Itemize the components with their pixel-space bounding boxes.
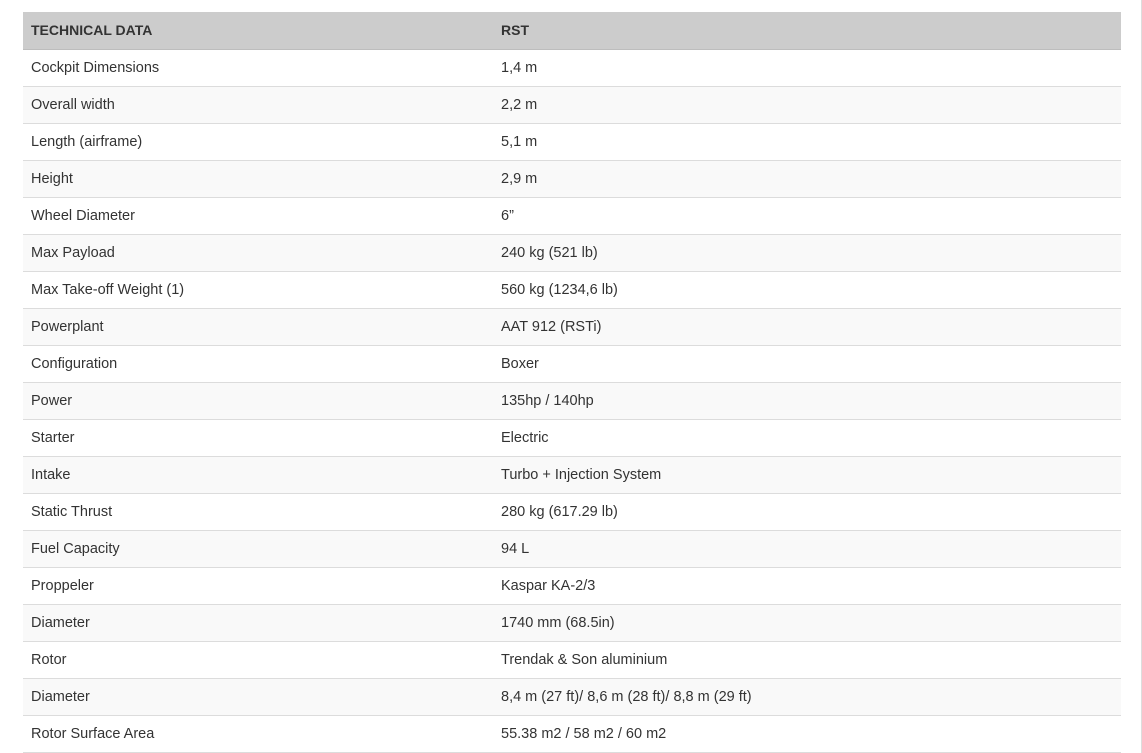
- table-row: [23, 715, 1121, 752]
- technical-data-table: [23, 12, 1121, 753]
- table-row: [23, 419, 1121, 456]
- row-label: Wheel Diameter: [23, 197, 493, 234]
- row-label: Diameter: [23, 604, 493, 641]
- table-row: [23, 678, 1121, 715]
- row-value: 8,4 m (27 ft)/ 8,6 m (28 ft)/ 8,8 m (29 ft): [493, 678, 1121, 715]
- row-label: Static Thrust: [23, 493, 493, 530]
- row-label: Rotor Surface Area: [23, 715, 493, 752]
- table-row: [23, 123, 1121, 160]
- table-row: [23, 382, 1121, 419]
- row-label: Intake: [23, 456, 493, 493]
- row-value: Kaspar KA-2/3: [493, 567, 1121, 604]
- table-row: [23, 271, 1121, 308]
- row-label: Fuel Capacity: [23, 530, 493, 567]
- table-header: [23, 12, 1121, 49]
- row-value: 6”: [493, 197, 1121, 234]
- row-label: Diameter: [23, 678, 493, 715]
- row-value: 240 kg (521 lb): [493, 234, 1121, 271]
- table-row: [23, 567, 1121, 604]
- row-value: 94 L: [493, 530, 1121, 567]
- row-value: AAT 912 (RSTi): [493, 308, 1121, 345]
- row-label: Power: [23, 382, 493, 419]
- table-row: [23, 456, 1121, 493]
- row-value: 55.38 m2 / 58 m2 / 60 m2: [493, 715, 1121, 752]
- table-row: [23, 49, 1121, 86]
- row-value: 1,4 m: [493, 49, 1121, 86]
- table-body: [23, 49, 1121, 752]
- row-value: Turbo + Injection System: [493, 456, 1121, 493]
- row-label: Height: [23, 160, 493, 197]
- table-row: [23, 234, 1121, 271]
- row-value: Boxer: [493, 345, 1121, 382]
- table-row: [23, 641, 1121, 678]
- table-row: [23, 604, 1121, 641]
- table-row: [23, 197, 1121, 234]
- table-header-row: [23, 12, 1121, 49]
- row-label: Length (airframe): [23, 123, 493, 160]
- table-row: [23, 493, 1121, 530]
- table-row: [23, 160, 1121, 197]
- table-row: [23, 345, 1121, 382]
- row-value: Electric: [493, 419, 1121, 456]
- row-value: 135hp / 140hp: [493, 382, 1121, 419]
- row-label: Powerplant: [23, 308, 493, 345]
- row-value: 1740 mm (68.5in): [493, 604, 1121, 641]
- table-row: [23, 308, 1121, 345]
- header-rst: RST: [493, 12, 1121, 49]
- row-value: 280 kg (617.29 lb): [493, 493, 1121, 530]
- row-value: 5,1 m: [493, 123, 1121, 160]
- row-label: Proppeler: [23, 567, 493, 604]
- row-value: 2,2 m: [493, 86, 1121, 123]
- row-label: Max Take-off Weight (1): [23, 271, 493, 308]
- row-label: Overall width: [23, 86, 493, 123]
- row-label: Max Payload: [23, 234, 493, 271]
- table-row: [23, 530, 1121, 567]
- row-label: Configuration: [23, 345, 493, 382]
- row-label: Cockpit Dimensions: [23, 49, 493, 86]
- table-row: [23, 86, 1121, 123]
- row-value: 560 kg (1234,6 lb): [493, 271, 1121, 308]
- row-value: 2,9 m: [493, 160, 1121, 197]
- row-label: Rotor: [23, 641, 493, 678]
- header-technical-data: TECHNICAL DATA: [23, 12, 493, 49]
- row-label: Starter: [23, 419, 493, 456]
- row-value: Trendak & Son aluminium: [493, 641, 1121, 678]
